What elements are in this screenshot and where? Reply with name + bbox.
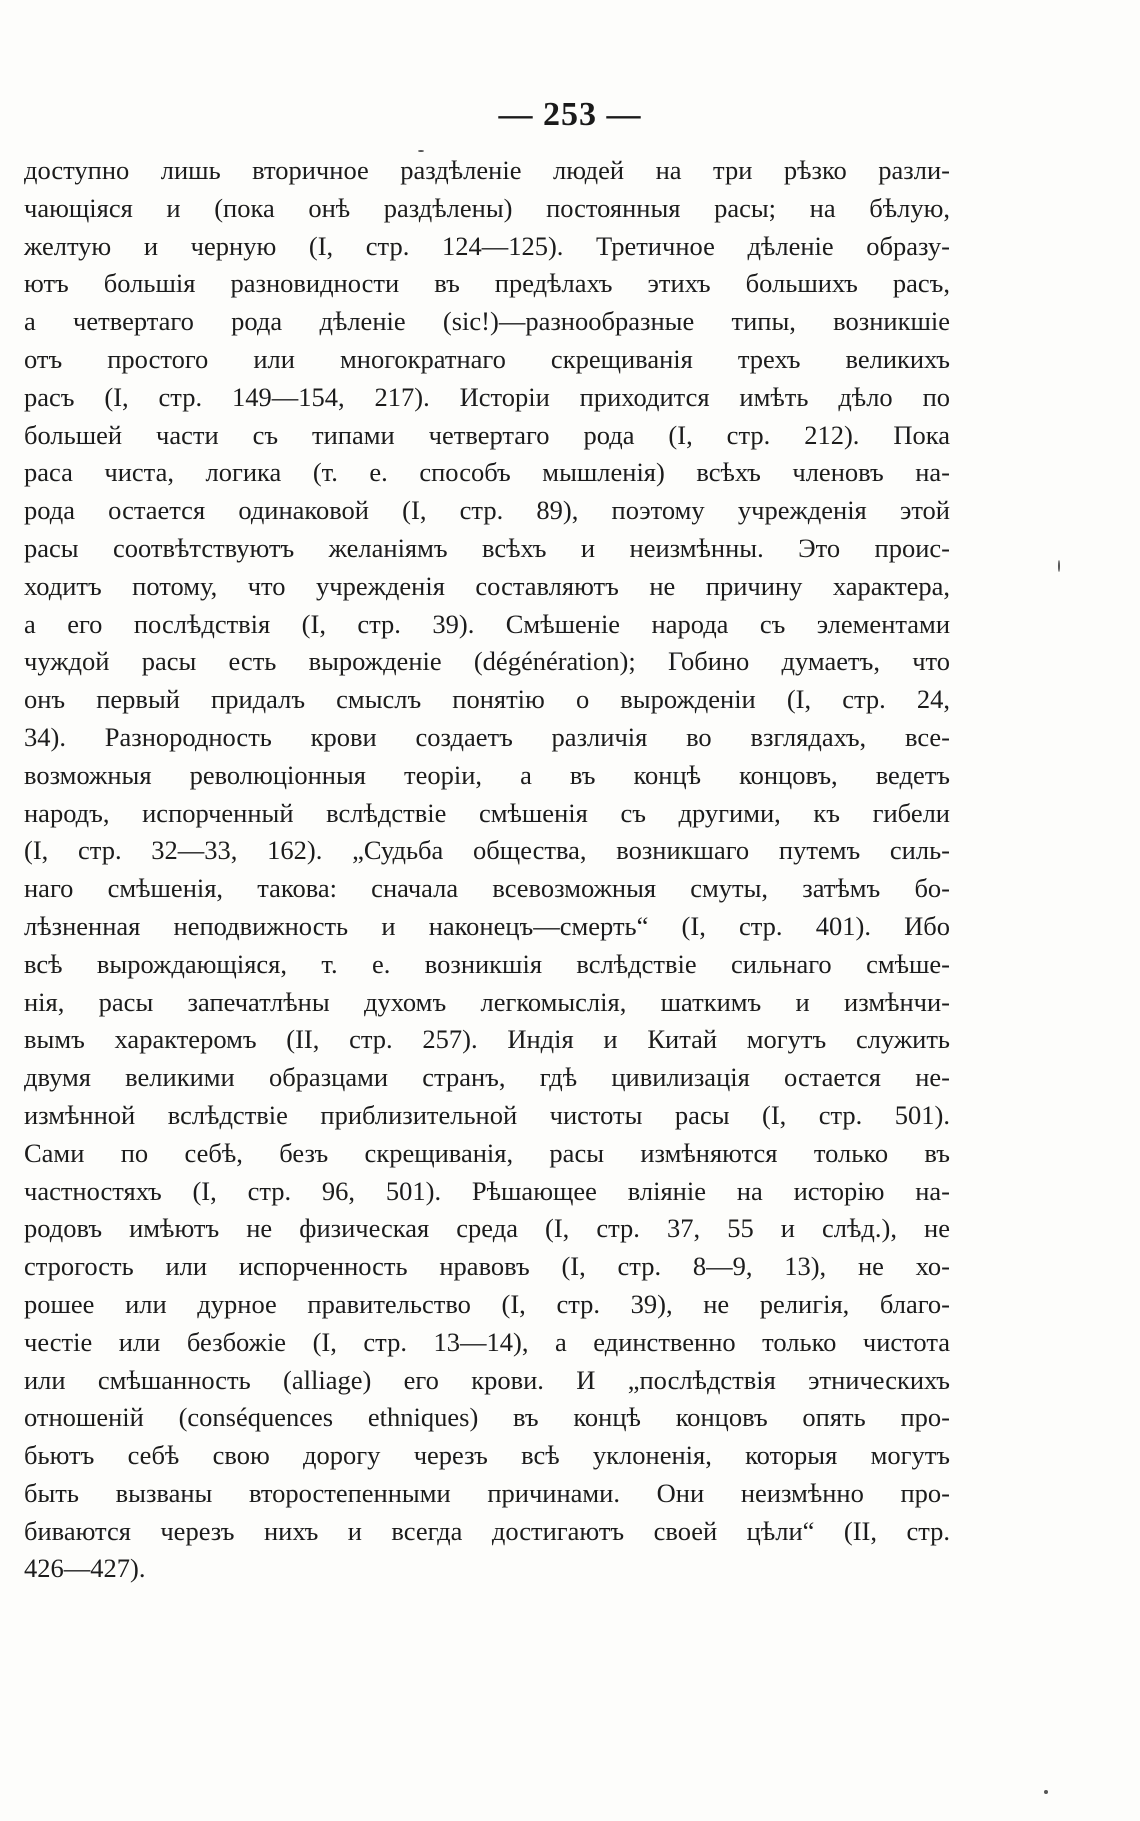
text-line: ходитъ потому, что учрежденія составляютъ не причину характера, <box>24 570 950 601</box>
text-line: чающіяся и (пока онѣ раздѣлены) постоянныя расы; на бѣлую, <box>24 192 950 223</box>
text-line: строгость или испорченность нравовъ (I, стр. 8—9, 13), не хо- <box>24 1251 950 1282</box>
text-line: 34). Разнородность крови создаетъ различія во взглядахъ, все- <box>24 721 950 752</box>
scan-speck <box>1044 1790 1048 1794</box>
text-line: бьютъ себѣ свою дорогу черезъ всѣ уклоненія, которыя могутъ <box>24 1440 950 1471</box>
text-line: ютъ большія разновидности въ предѣлахъ этихъ большихъ расъ, <box>24 268 950 299</box>
scan-speck <box>418 150 424 152</box>
text-line: Сами по себѣ, безъ скрещиванія, расы измѣняются только въ <box>24 1137 950 1168</box>
text-line: возможныя революціонныя теоріи, а въ концѣ концовъ, ведетъ <box>24 759 950 790</box>
text-line: расъ (I, стр. 149—154, 217). Исторіи приходится имѣть дѣло по <box>24 381 950 412</box>
text-line: рошее или дурное правительство (I, стр. 39), не религія, благо- <box>24 1288 950 1319</box>
text-line: рода остается одинаковой (I, стр. 89), поэтому учрежденія этой <box>24 495 950 526</box>
text-line: желтую и черную (I, стр. 124—125). Третичное дѣленіе образу- <box>24 230 950 261</box>
text-line: а четвертаго рода дѣленіе (sic!)—разнообразные типы, возникшіе <box>24 306 950 337</box>
text-line: наго смѣшенія, такова: сначала всевозможныя смуты, затѣмъ бо- <box>24 873 950 904</box>
text-line: измѣнной вслѣдствіе приблизительной чистоты расы (I, стр. 501). <box>24 1099 950 1130</box>
text-line: лѣзненная неподвижность и наконецъ—смерть“ (I, стр. 401). Ибо <box>24 910 950 941</box>
text-line: двумя великими образцами странъ, гдѣ цивилизація остается не- <box>24 1062 950 1093</box>
text-line: онъ первый придалъ смыслъ понятію о вырожденіи (I, стр. 24, <box>24 684 950 715</box>
text-line: большей части съ типами четвертаго рода (I, стр. 212). Пока <box>24 419 950 450</box>
text-line: 426—427). <box>24 1553 146 1584</box>
text-line: быть вызваны второстепенными причинами. Они неизмѣнно про- <box>24 1477 950 1508</box>
page-number: — 253 — <box>498 96 642 133</box>
text-line: расы соотвѣтствуютъ желаніямъ всѣхъ и неизмѣнны. Это проис- <box>24 532 950 563</box>
text-line: вымъ характеромъ (II, стр. 257). Индія и Китай могутъ служить <box>24 1024 950 1055</box>
text-line: а его послѣдствія (I, стр. 39). Смѣшеніе народа съ элементами <box>24 608 950 639</box>
body-text <box>24 152 950 1588</box>
text-line: всѣ вырождающіяся, т. е. возникшія вслѣдствіе сильнаго смѣше- <box>24 948 950 979</box>
text-line: чуждой расы есть вырожденіе (dégénération); Гобино думаетъ, что <box>24 646 950 677</box>
text-line: родовъ имѣютъ не физическая среда (I, стр. 37, 55 и слѣд.), не <box>24 1213 950 1244</box>
text-line: честіе или безбожіе (I, стр. 13—14), а единственно только чистота <box>24 1326 950 1357</box>
text-line: или смѣшанность (alliage) его крови. И „послѣдствія этническихъ <box>24 1364 950 1395</box>
text-line: нія, расы запечатлѣны духомъ легкомыслія, шаткимъ и измѣнчи- <box>24 986 950 1017</box>
text-line: отъ простого или многократнаго скрещиванія трехъ великихъ <box>24 343 950 374</box>
text-line: доступно лишь вторичное раздѣленіе людей на три рѣзко разли- <box>24 155 950 185</box>
text-line: отношеній (conséquences ethniques) въ концѣ концовъ опять про- <box>24 1402 950 1433</box>
scan-speck <box>1058 560 1060 572</box>
text-line: (I, стр. 32—33, 162). „Судьба общества, возникшаго путемъ силь- <box>24 835 950 866</box>
text-line: раса чиста, логика (т. е. способъ мышленія) всѣхъ членовъ на- <box>24 457 950 488</box>
text-line: народъ, испорченный вслѣдствіе смѣшенія съ другими, къ гибели <box>24 797 950 828</box>
text-line: частностяхъ (I, стр. 96, 501). Рѣшающее вліяніе на исторію на- <box>24 1175 950 1206</box>
text-line: биваются черезъ нихъ и всегда достигаютъ своей цѣли“ (II, стр. <box>24 1515 950 1546</box>
